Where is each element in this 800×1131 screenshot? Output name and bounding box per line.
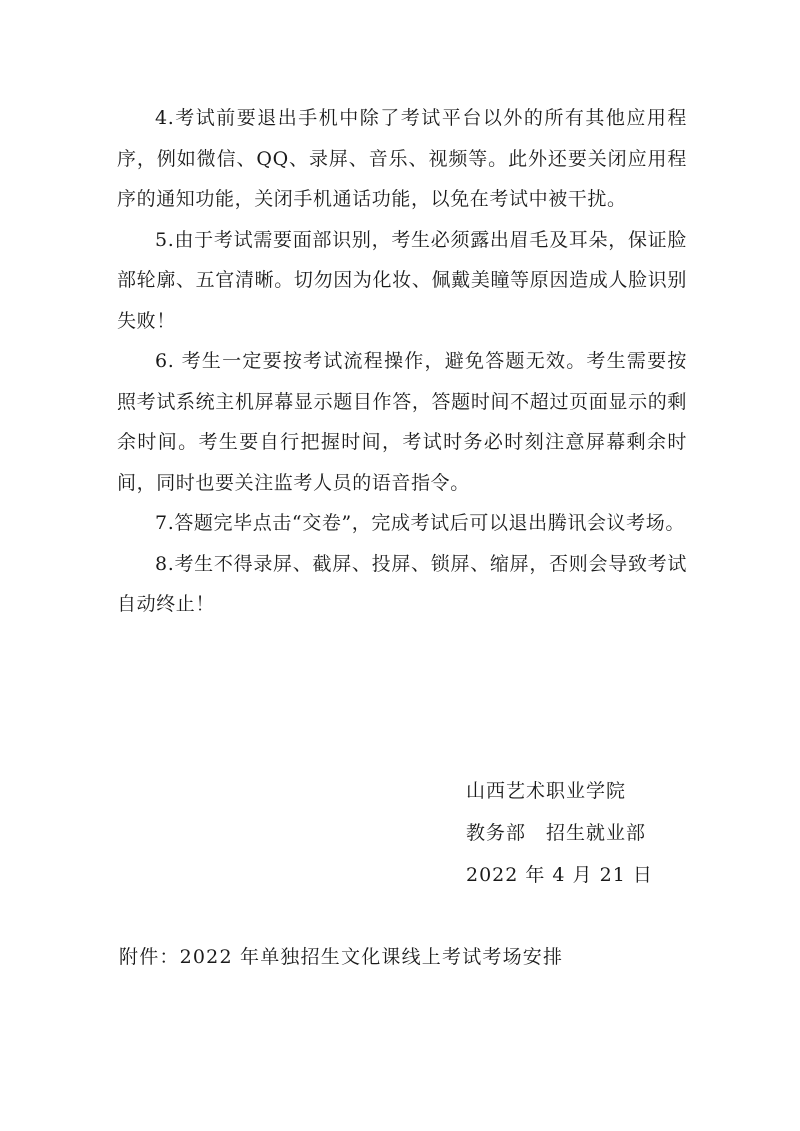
attachment-note: 附件：2022 年单独招生文化课线上考试考场安排 [119, 946, 564, 968]
signature-institution: 山西艺术职业学院 [466, 780, 627, 802]
paragraph-item-6: 6. 考生一定要按考试流程操作，避免答题无效。考生需要按照考试系统主机屏幕显示题目作答，答题时间不超过页面显示的剩余时间。考生要自行把握时间，考试时务必时刻注意屏幕剩余时间，同时也要关注监考人员的语音指令。 [117, 350, 687, 494]
paragraph-item-5: 5.由于考试需要面部识别，考生必须露出眉毛及耳朵，保证脸部轮廓、五官清晰。切勿因为化妆、佩戴美瞳等原因造成人脸识别失败！ [117, 228, 687, 332]
paragraph-item-4: 4.考试前要退出手机中除了考试平台以外的所有其他应用程序，例如微信、QQ、录屏、音乐、视频等。此外还要关闭应用程序的通知功能，关闭手机通话功能，以免在考试中被干扰。 [117, 107, 687, 210]
paragraph-item-8: 8.考生不得录屏、截屏、投屏、锁屏、缩屏，否则会导致考试自动终止！ [117, 552, 687, 615]
signature-block [466, 770, 726, 896]
signature-departments: 教务部 招生就业部 [466, 822, 647, 844]
paragraph-item-7: 7.答题完毕点击“交卷”，完成考试后可以退出腾讯会议考场。 [155, 512, 685, 534]
signature-date: 2022 年 4 月 21 日 [466, 864, 653, 886]
notice-body [117, 98, 687, 625]
